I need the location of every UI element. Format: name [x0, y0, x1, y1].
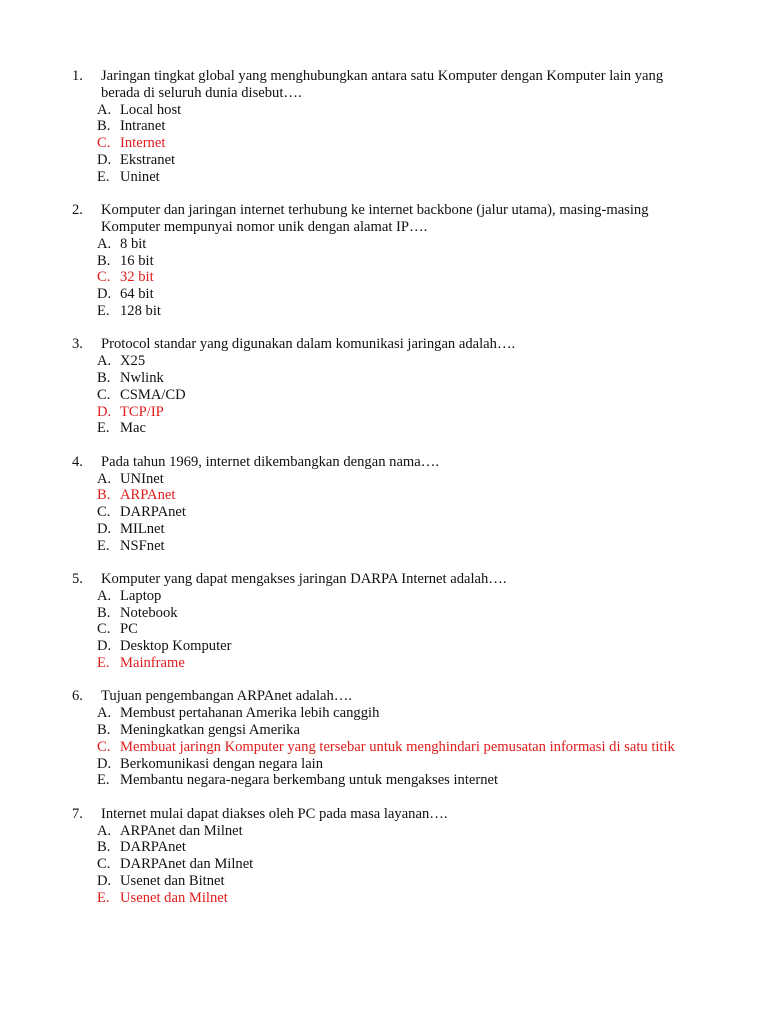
option-letter: C.: [97, 269, 111, 286]
option-letter: E.: [97, 889, 110, 906]
option-text: MILnet: [120, 520, 165, 537]
answer-option: [0, 823, 768, 840]
answer-option: [0, 118, 768, 135]
answer-option: [0, 504, 768, 521]
option-text: ARPAnet: [120, 487, 176, 504]
answer-option: [0, 856, 768, 873]
answer-option-correct: [0, 269, 768, 286]
question-text: Tujuan pengembangan ARPAnet adalah….: [101, 688, 353, 705]
option-letter: D.: [97, 520, 112, 537]
question-item-7: [0, 806, 768, 907]
option-text: Uninet: [120, 168, 160, 185]
answer-option-correct: [0, 404, 768, 421]
question-number: 2.: [72, 202, 83, 219]
answer-options: [0, 102, 768, 186]
answer-option: [0, 538, 768, 555]
answer-option: [0, 236, 768, 253]
option-text: Internet: [120, 135, 166, 152]
answer-option: [0, 756, 768, 773]
option-text: DARPAnet dan Milnet: [120, 856, 254, 873]
question-list: [0, 68, 768, 923]
answer-option-correct: [0, 135, 768, 152]
question-number: 1.: [72, 68, 83, 84]
answer-option-correct: [0, 739, 768, 756]
question-number: 6.: [72, 688, 83, 705]
option-text: Usenet dan Milnet: [120, 889, 228, 906]
option-text: X25: [120, 353, 146, 370]
question-number: 3.: [72, 336, 83, 353]
answer-option-correct: [0, 655, 768, 672]
answer-option: [0, 705, 768, 722]
option-letter: E.: [97, 420, 110, 437]
option-letter: C.: [97, 738, 111, 755]
option-letter: E.: [97, 168, 110, 185]
option-letter: B.: [97, 722, 111, 739]
option-letter: A.: [97, 470, 112, 487]
question-item-5: [0, 571, 768, 672]
question-number: 4.: [72, 453, 83, 470]
answer-option-correct: [0, 890, 768, 907]
option-letter: D.: [97, 403, 112, 420]
answer-option: [0, 605, 768, 622]
answer-options: [0, 588, 768, 672]
answer-option: [0, 722, 768, 739]
option-text: 8 bit: [120, 235, 147, 252]
question-number: 5.: [72, 571, 83, 588]
option-text: Desktop Komputer: [120, 638, 232, 655]
question-text: Protocol standar yang digunakan dalam komunikasi jaringan adalah….: [101, 336, 516, 353]
option-text: Ekstranet: [120, 151, 176, 168]
question-item-2: [0, 202, 768, 320]
option-letter: A.: [97, 822, 112, 839]
option-letter: C.: [97, 386, 111, 403]
answer-option: [0, 370, 768, 387]
option-letter: D.: [97, 755, 112, 772]
answer-options: [0, 236, 768, 320]
answer-option: [0, 420, 768, 437]
option-text: PC: [120, 621, 138, 638]
option-letter: B.: [97, 369, 111, 386]
option-text: Intranet: [120, 118, 166, 135]
answer-option: [0, 873, 768, 890]
answer-option: [0, 471, 768, 488]
option-text: Local host: [120, 101, 182, 118]
option-letter: A.: [97, 235, 112, 252]
option-letter: E.: [97, 302, 110, 319]
answer-option: [0, 772, 768, 789]
option-letter: C.: [97, 135, 111, 152]
question-text: Komputer yang dapat mengakses jaringan DARPA Internet adalah….: [101, 571, 507, 588]
answer-option: [0, 286, 768, 303]
answer-option: [0, 102, 768, 119]
answer-option: [0, 588, 768, 605]
option-letter: E.: [97, 537, 110, 554]
option-text: Meningkatkan gengsi Amerika: [120, 722, 300, 739]
option-letter: C.: [97, 621, 111, 638]
answer-options: [0, 471, 768, 555]
option-text: TCP/IP: [120, 403, 164, 420]
option-text: 16 bit: [120, 252, 154, 269]
option-text: ARPAnet dan Milnet: [120, 822, 243, 839]
answer-option-correct: [0, 487, 768, 504]
answer-options: [0, 353, 768, 437]
option-text: DARPAnet: [120, 839, 186, 856]
option-letter: A.: [97, 353, 112, 370]
answer-option: [0, 152, 768, 169]
option-text: 32 bit: [120, 269, 154, 286]
question-item-4: [0, 454, 768, 555]
option-text: DARPAnet: [120, 504, 186, 521]
option-letter: C.: [97, 856, 111, 873]
question-number: 7.: [72, 805, 83, 822]
answer-option: [0, 253, 768, 270]
answer-option: [0, 521, 768, 538]
option-text: Berkomunikasi dengan negara lain: [120, 755, 324, 772]
option-letter: D.: [97, 873, 112, 890]
question-text: Jaringan tingkat global yang menghubungkan antara satu Komputer dengan Komputer lain yang berada di seluruh dunia disebut….: [101, 68, 664, 101]
answer-option: [0, 621, 768, 638]
answer-option: [0, 839, 768, 856]
option-letter: A.: [97, 705, 112, 722]
option-letter: B.: [97, 604, 111, 621]
question-text: Pada tahun 1969, internet dikembangkan dengan nama….: [101, 453, 439, 470]
option-letter: D.: [97, 286, 112, 303]
option-text: Mainframe: [120, 655, 185, 672]
option-text: 128 bit: [120, 302, 161, 319]
option-letter: B.: [97, 839, 111, 856]
option-text: CSMA/CD: [120, 386, 186, 403]
question-item-6: [0, 688, 768, 789]
option-text: Nwlink: [120, 369, 164, 386]
option-letter: E.: [97, 772, 110, 789]
option-text: UNInet: [120, 470, 164, 487]
question-text: Komputer dan jaringan internet terhubung ke internet backbone (jalur utama), masing-masing Komputer mempunyai nomor unik dengan alamat IP….: [101, 202, 649, 235]
answer-options: [0, 823, 768, 907]
option-letter: B.: [97, 487, 111, 504]
option-letter: D.: [97, 638, 112, 655]
option-text: Notebook: [120, 604, 178, 621]
answer-option: [0, 638, 768, 655]
answer-option: [0, 303, 768, 320]
question-item-3: [0, 336, 768, 437]
answer-option: [0, 169, 768, 186]
option-letter: B.: [97, 118, 111, 135]
option-text: Laptop: [120, 587, 162, 604]
option-text: Membuat jaringn Komputer yang tersebar untuk menghindari pemusatan informasi di satu titik: [120, 738, 675, 755]
option-letter: B.: [97, 252, 111, 269]
option-text: Membantu negara-negara berkembang untuk mengakses internet: [120, 772, 499, 789]
question-item-1: [0, 68, 768, 186]
option-letter: C.: [97, 504, 111, 521]
answer-options: [0, 705, 768, 789]
option-text: Mac: [120, 420, 146, 437]
option-letter: E.: [97, 655, 110, 672]
option-letter: D.: [97, 151, 112, 168]
option-text: Usenet dan Bitnet: [120, 873, 225, 890]
option-text: 64 bit: [120, 286, 154, 303]
option-text: NSFnet: [120, 537, 165, 554]
answer-option: [0, 353, 768, 370]
answer-option: [0, 387, 768, 404]
option-letter: A.: [97, 587, 112, 604]
option-letter: A.: [97, 101, 112, 118]
question-text: Internet mulai dapat diakses oleh PC pada masa layanan….: [101, 805, 448, 822]
option-text: Membust pertahanan Amerika lebih canggih: [120, 705, 380, 722]
